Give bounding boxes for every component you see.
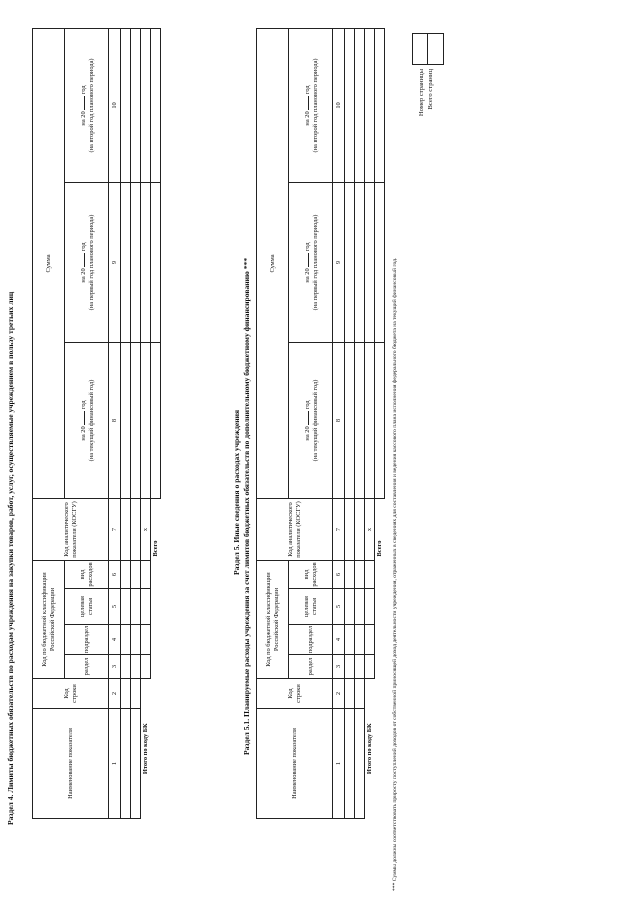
header-name: Наименование показателя	[33, 709, 109, 819]
header-sum: Сумма	[257, 28, 289, 498]
header-name: Наименование показателя	[257, 709, 333, 819]
bk-total-row: Итого по коду БК x	[141, 28, 151, 818]
total-row: Всего	[375, 28, 385, 818]
header-expense-type: вид расходов	[289, 560, 333, 588]
header-subsection: подраздел	[289, 625, 333, 655]
section4-table	[32, 28, 161, 819]
header-sum: Сумма	[33, 28, 65, 498]
header-target-item: целевая статья	[289, 589, 333, 625]
section5-title: Раздел 5. Иные сведения о расходах учреждения	[232, 409, 241, 575]
column-numbers-row: 1 2 3 4 5 6 7 8 9 10	[109, 28, 121, 818]
page-number-box[interactable]	[412, 33, 444, 65]
header-row-code: Код строки	[257, 679, 333, 709]
section5-table	[256, 28, 385, 819]
total-pages-label: Всего страниц	[427, 69, 434, 110]
header-expense-type: вид расходов	[65, 560, 109, 588]
header-target-item: целевая статья	[65, 589, 109, 625]
total-row: Всего	[151, 28, 161, 818]
table-row	[345, 28, 355, 818]
header-bk-group: Код по бюджетной классификации Российской Федерации	[33, 560, 65, 678]
header-analytic-code: Код аналитического показателя (КОСГУ)	[33, 498, 109, 560]
header-plan-year-2: на 20 год (на второй год планового периода)	[289, 28, 333, 182]
header-plan-year-2: на 20 год (на второй год планового периода)	[65, 28, 109, 182]
table-row	[131, 28, 141, 818]
section4-title: Раздел 4. Лимиты бюджетных обязательств по расходам учреждения на закупки товаров, работ, услуг, осуществляемые учреждением в пользу третьих лиц	[6, 291, 15, 825]
header-current-year: на 20 год (на текущий финансовый год)	[65, 342, 109, 498]
page-box-divider	[427, 34, 428, 64]
header-subsection: подраздел	[65, 625, 109, 655]
header-section: раздел	[289, 655, 333, 679]
page-number-label: Номер страницы	[418, 69, 425, 117]
header-plan-year-1: на 20 год (на первый год планового периода)	[65, 182, 109, 342]
bk-total-row: Итого по коду БК x	[365, 28, 375, 818]
section5-subtitle: Раздел 5.1. Планируемые расходы учреждения за счет лимитов бюджетных обязательств по дополнительному бюджетному финансированию ***	[242, 257, 251, 755]
column-numbers-row: 1 2 3 4 5 6 7 8 9 10	[333, 28, 345, 818]
footnote: *** Суммы должны соответствовать приросту поступлений доходов от собственной приносящей доход деятельности учреждения, отраженных в сведениях для составления и ведения кассового плана исполнения федерального бюджета на текущий финансовый год.	[392, 257, 398, 891]
header-analytic-code: Код аналитического показателя (КОСГУ)	[257, 498, 333, 560]
table-row	[121, 28, 131, 818]
header-current-year: на 20 год (на текущий финансовый год)	[289, 342, 333, 498]
header-plan-year-1: на 20 год (на первый год планового периода)	[289, 182, 333, 342]
table-row	[355, 28, 365, 818]
header-row-code: Код строки	[33, 679, 109, 709]
header-section: раздел	[65, 655, 109, 679]
header-bk-group: Код по бюджетной классификации Российской Федерации	[257, 560, 289, 678]
